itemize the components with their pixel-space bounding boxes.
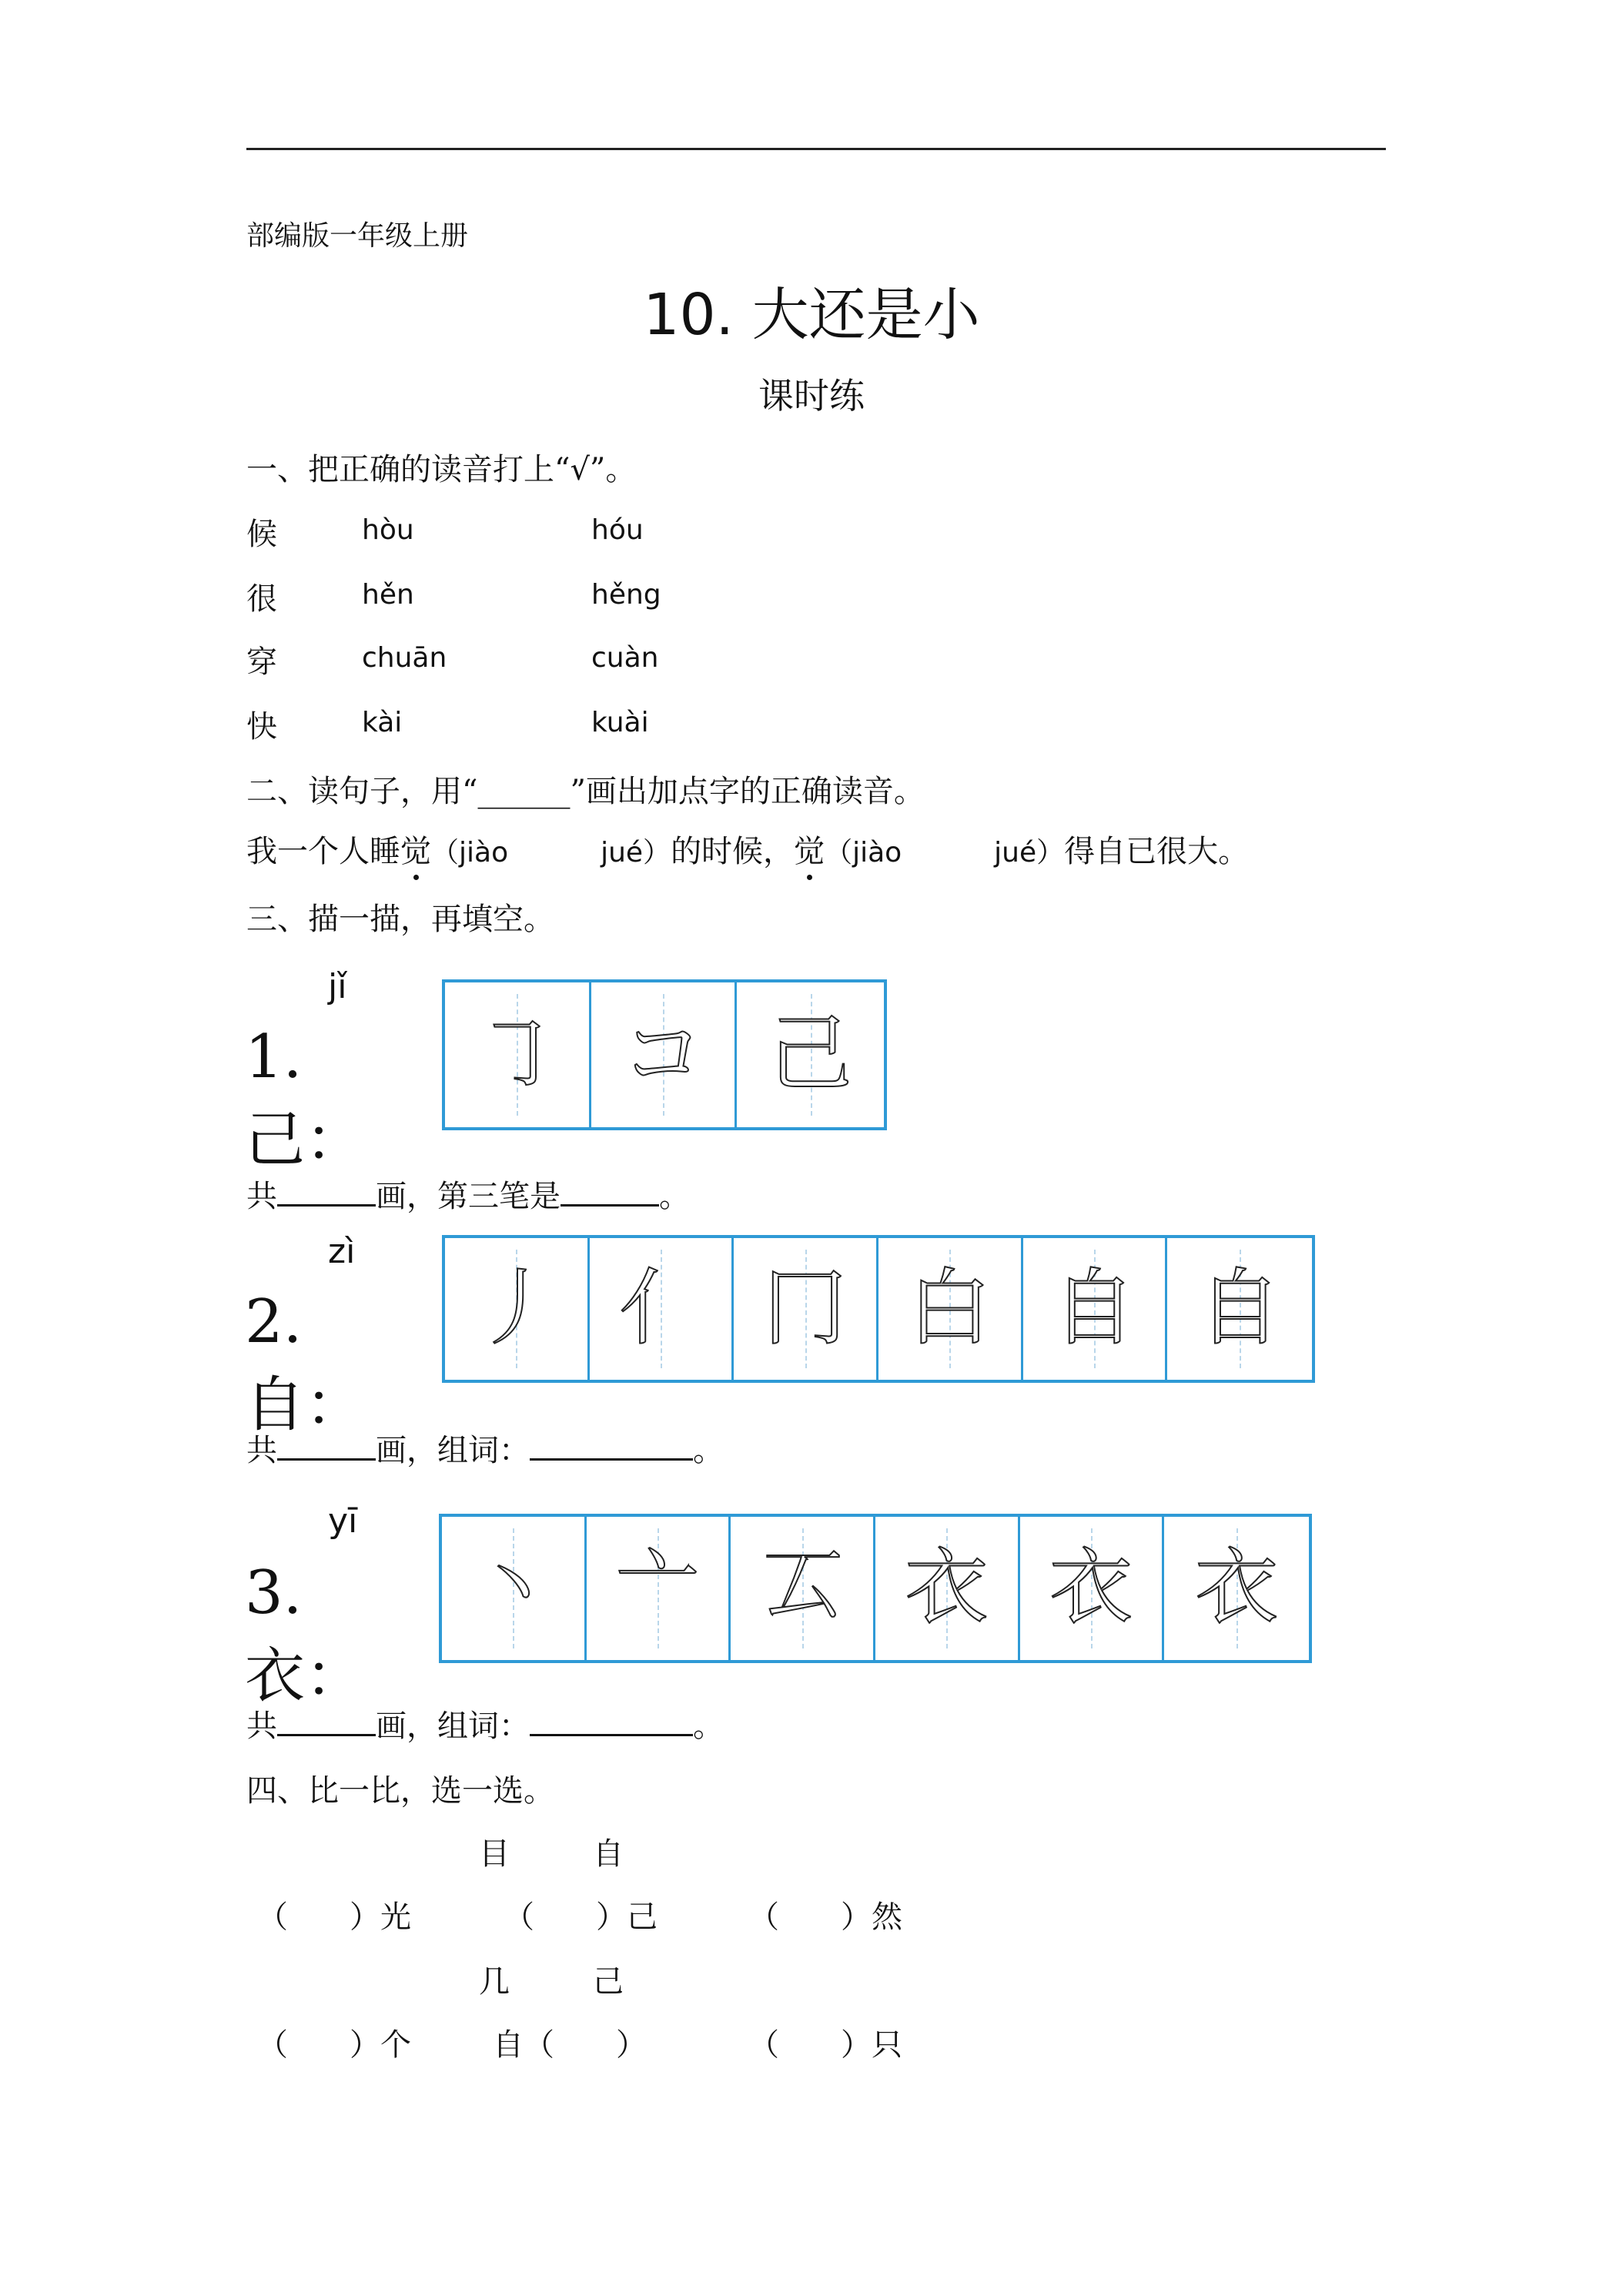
edition-label: 部编版一年级上册	[246, 220, 469, 252]
fill-text: 。	[693, 1709, 724, 1744]
fill-line-3	[246, 1702, 724, 1745]
compare-char-mu: 目	[479, 1836, 510, 1872]
section3-heading: 三、描一描，再填空。	[246, 902, 554, 937]
stroke-cell	[737, 982, 884, 1127]
reading-1-jiao[interactable]: （jiào	[431, 837, 509, 869]
stroke-cell	[1020, 1517, 1165, 1660]
char-label: 1. 己：	[245, 1022, 366, 1175]
stroke-glyph: 白	[908, 1260, 992, 1357]
stroke-cell	[731, 1517, 875, 1660]
fill-line-2	[246, 1426, 724, 1470]
stroke-glyph: 己	[768, 1006, 852, 1103]
fill-text: 画，组词：	[376, 1433, 530, 1468]
s1-row1-option-a[interactable]: hòu	[362, 514, 414, 546]
choice-blank[interactable]: （ ）然	[748, 1899, 902, 1935]
section1-heading: 一、把正确的读音打上“√”。	[246, 452, 637, 487]
char-label: 2. 自：	[245, 1287, 366, 1440]
sentence-part2: 的时候，	[671, 834, 795, 869]
sentence-part3: 得自已很大。	[1064, 834, 1250, 869]
stroke-cell	[590, 1238, 735, 1380]
sentence-part1: 我一个人睡	[246, 834, 400, 869]
stroke-cell	[587, 1517, 731, 1660]
stroke-cell	[1167, 1238, 1312, 1380]
compare-char-ji: 几	[479, 1964, 510, 2000]
choice-blank[interactable]: （ ）己	[504, 1899, 658, 1935]
stroke-glyph: 亠	[616, 1540, 700, 1636]
answer-blank[interactable]	[530, 1435, 693, 1461]
choice-blank[interactable]: （ ）只	[748, 2027, 902, 2063]
answer-blank[interactable]	[561, 1181, 659, 1207]
fill-text: 共	[246, 1709, 277, 1744]
s1-row1-char: 候	[246, 517, 277, 552]
answer-blank[interactable]	[530, 1711, 693, 1736]
section2-heading: 二、读句子，用“______”画出加点字的正确读音。	[246, 774, 925, 809]
choice-blank[interactable]: （ ）光	[257, 1899, 411, 1935]
compare-char-zi: 自	[593, 1836, 624, 1872]
fill-line-1	[246, 1172, 690, 1216]
reading-2-jiao[interactable]: （jiào	[825, 837, 902, 869]
choice-blank[interactable]: （ ）个	[257, 2027, 411, 2063]
reading-1-jue[interactable]: jué）	[601, 837, 671, 869]
s1-row4-option-a[interactable]: kài	[362, 707, 403, 738]
fill-text: 。	[659, 1179, 690, 1214]
stroke-cell	[445, 1238, 590, 1380]
fill-text: 画，组词：	[376, 1709, 530, 1744]
fill-text: 。	[693, 1433, 724, 1468]
fill-text: 共	[246, 1179, 277, 1214]
s1-row3-option-b[interactable]: cuàn	[591, 642, 659, 674]
stroke-cell	[1164, 1517, 1309, 1660]
stroke-grid-3	[439, 1514, 1312, 1663]
dotted-char-2: 觉	[794, 827, 825, 871]
stroke-glyph: 衣	[1049, 1540, 1133, 1636]
stroke-glyph: 𠫔	[760, 1540, 844, 1636]
dotted-char-1: 觉	[400, 827, 431, 871]
stroke-cell	[734, 1238, 878, 1380]
stroke-glyph: 丶	[471, 1540, 555, 1636]
pinyin-label: jǐ	[328, 967, 347, 1006]
stroke-cell	[875, 1517, 1020, 1660]
section4-heading: 四、比一比，选一选。	[246, 1773, 554, 1809]
s1-row4-char: 快	[246, 709, 277, 745]
s1-row2-option-a[interactable]: hěn	[362, 579, 414, 611]
stroke-cell	[445, 982, 591, 1127]
answer-blank[interactable]	[277, 1181, 376, 1207]
fill-text: 画，第三笔是	[376, 1179, 561, 1214]
pinyin-label: zì	[328, 1232, 356, 1271]
pinyin-label: yī	[328, 1501, 358, 1541]
header-rule	[246, 148, 1386, 150]
page-subtitle: 课时练	[758, 375, 865, 417]
s1-row2-char: 很	[246, 581, 277, 617]
char-label: 3. 衣：	[245, 1558, 366, 1711]
stroke-glyph: コ	[621, 1006, 705, 1103]
stroke-glyph: 丿	[474, 1260, 558, 1357]
stroke-grid-2	[442, 1235, 1315, 1383]
answer-blank[interactable]	[277, 1711, 376, 1736]
s1-row4-option-b[interactable]: kuài	[591, 707, 649, 738]
stroke-glyph: 衣	[1195, 1540, 1279, 1636]
s1-row1-option-b[interactable]: hóu	[591, 514, 644, 546]
stroke-cell	[442, 1517, 587, 1660]
stroke-cell	[1023, 1238, 1168, 1380]
stroke-glyph: 亻	[619, 1260, 703, 1357]
stroke-glyph: 自	[1052, 1260, 1136, 1357]
s1-row3-char: 穿	[246, 644, 277, 680]
compare-char-ji2: 己	[593, 1964, 624, 2000]
s1-row2-option-b[interactable]: hěng	[591, 579, 661, 611]
answer-blank[interactable]	[277, 1435, 376, 1461]
stroke-glyph: 自	[1198, 1260, 1282, 1357]
s1-row3-option-a[interactable]: chuān	[362, 642, 447, 674]
reading-2-jue[interactable]: jué）	[994, 837, 1065, 869]
section2-sentence	[246, 827, 1249, 871]
stroke-glyph: ㇆	[475, 1006, 559, 1103]
fill-text: 共	[246, 1433, 277, 1468]
stroke-glyph: 冂	[763, 1260, 847, 1357]
stroke-grid-1	[442, 979, 887, 1130]
page-title: 10. 大还是小	[643, 282, 980, 348]
stroke-cell	[591, 982, 738, 1127]
stroke-glyph: 衣	[905, 1540, 989, 1636]
stroke-cell	[878, 1238, 1023, 1380]
choice-blank[interactable]: 自（ ）	[493, 2027, 647, 2063]
